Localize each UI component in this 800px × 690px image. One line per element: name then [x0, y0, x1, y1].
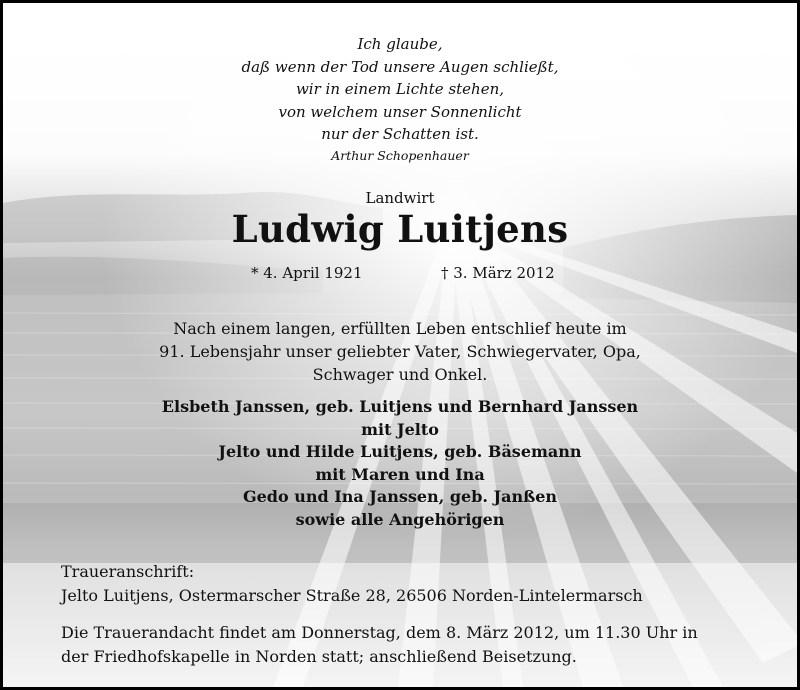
- mourner-line: Gedo und Ina Janssen, geb. Janßen: [242, 487, 558, 506]
- quote-line: daß wenn der Tod unsere Augen schließt,: [241, 57, 559, 76]
- address-label: Traueranschrift:: [61, 562, 195, 581]
- service-line: der Friedhofskapelle in Norden statt; anschließend Beisetzung.: [61, 646, 577, 666]
- address-text: Jelto Luitjens, Ostermarscher Straße 28, 26506 Norden-Lintelermarsch: [61, 585, 643, 605]
- quote-line: nur der Schatten ist.: [321, 125, 479, 143]
- service-line: Die Trauerandacht findet am Donnerstag, dem 8. März 2012, um 11.30 Uhr in: [61, 623, 698, 642]
- mourner-line: Elsbeth Janssen, geb. Luitjens und Bernhard Janssen: [161, 397, 639, 416]
- occupation: Landwirt: [365, 189, 435, 207]
- announcement-line: Nach einem langen, erfüllten Leben entschlief heute im: [173, 319, 627, 338]
- deceased-name: Ludwig Luitjens: [231, 207, 569, 251]
- mourner-line: mit Maren und Ina: [315, 464, 485, 484]
- mourning-address: [61, 560, 643, 607]
- death-date: † 3. März 2012: [441, 264, 555, 282]
- quote-author: Arthur Schopenhauer: [331, 147, 469, 163]
- service-info: [61, 621, 698, 668]
- quote-block: [3, 33, 797, 166]
- announcement-line: Schwager und Onkel.: [312, 365, 488, 384]
- quote-line: von welchem unser Sonnenlicht: [278, 102, 522, 121]
- quote-line: Ich glaube,: [357, 35, 443, 53]
- mourner-line: sowie alle Angehörigen: [295, 509, 505, 529]
- mourners-list: [3, 396, 797, 531]
- announcement-text: [3, 317, 797, 386]
- announcement-line: 91. Lebensjahr unser geliebter Vater, Schwiegervater, Opa,: [159, 342, 641, 361]
- mourner-line: Jelto und Hilde Luitjens, geb. Bäsemann: [218, 442, 582, 461]
- mourner-line: mit Jelto: [361, 419, 439, 439]
- notice-content: [3, 3, 797, 687]
- quote-line: wir in einem Lichte stehen,: [295, 80, 505, 98]
- birth-date: * 4. April 1921: [251, 264, 363, 282]
